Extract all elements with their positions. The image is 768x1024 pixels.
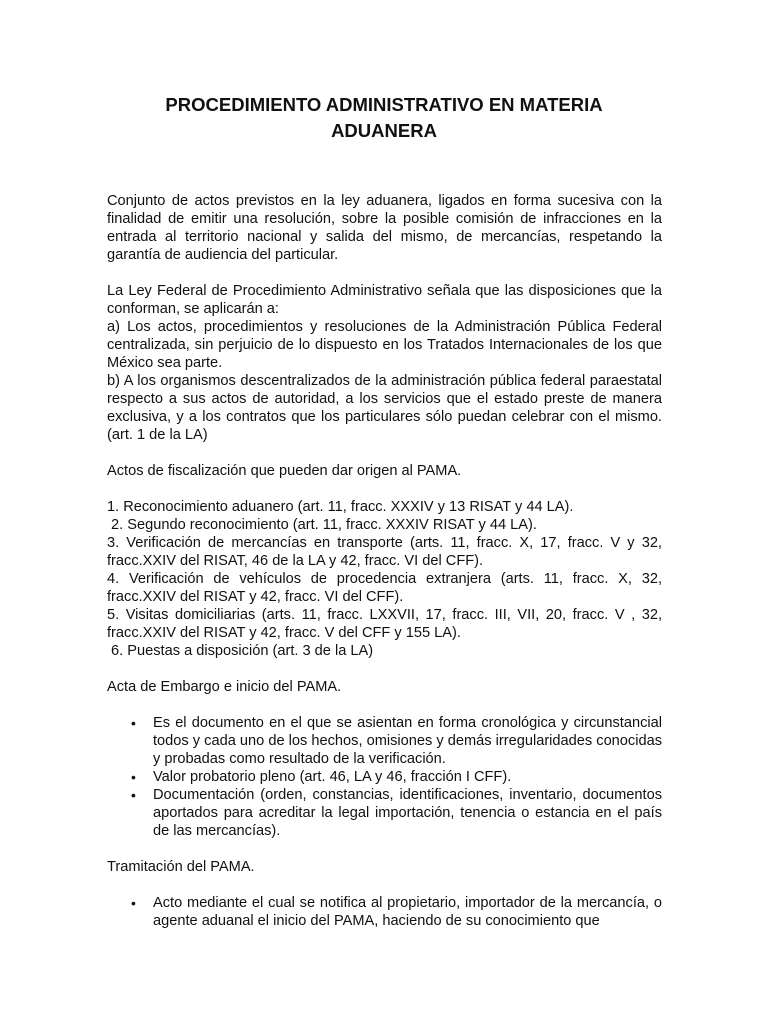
list-item-text: Valor probatorio pleno (art. 46, LA y 46, fracción I CFF).	[153, 769, 512, 785]
list-item-text: Es el documento en el que se asientan en forma cronológica y circunstancial todos y cada uno de los hechos, omisiones y demás irregularidades conocidas y probadas como resultado de la verificación.	[153, 715, 662, 767]
acta-heading: Acta de Embargo e inicio del PAMA.	[107, 679, 342, 695]
title-line-1: PROCEDIMIENTO ADMINISTRATIVO EN MATERIA	[165, 94, 603, 115]
fiscalizacion-heading: Actos de fiscalización que pueden dar origen al PAMA.	[107, 463, 462, 479]
list-item	[131, 894, 662, 930]
tramitacion-heading: Tramitación del PAMA.	[107, 859, 255, 875]
ley-federal-paragraph: La Ley Federal de Procedimiento Administrativo señala que las disposiciones que la conforman, se aplicarán a:	[107, 283, 662, 317]
bullet-icon: •	[131, 715, 136, 731]
list-item-text: Acto mediante el cual se notifica al propietario, importador de la mercancía, o agente aduanal el inicio del PAMA, haciendo de su conocimiento que	[153, 895, 662, 929]
fiscalizacion-item: 5. Visitas domiciliarias (arts. 11, fracc. LXXVII, 17, fracc. III, VII, 20, fracc. V , 32, fracc.XXIV del RISAT y 42, fracc. V del CFF y 155 LA).	[107, 607, 662, 641]
list-item	[131, 714, 662, 768]
fiscalizacion-item: 4. Verificación de vehículos de procedencia extranjera (arts. 11, fracc. X, 32, fracc.XXIV del RISAT y 42, fracc. VI del CFF).	[107, 571, 662, 605]
list-item-text: Documentación (orden, constancias, identificaciones, inventario, documentos aportados para acreditar la legal importación, tenencia o estancia en el país de las mercancías).	[153, 787, 662, 839]
title-line-2: ADUANERA	[331, 120, 437, 141]
document-body	[107, 192, 662, 930]
fiscalizacion-item: 3. Verificación de mercancías en transporte (arts. 11, fracc. X, 17, fracc. V y 32, fracc.XXIV del RISAT, 46 de la LA y 42, fracc. VI del CFF).	[107, 535, 662, 569]
intro-paragraph: Conjunto de actos previstos en la ley aduanera, ligados en forma sucesiva con la finalidad de emitir una resolución, sobre la posible comisión de infracciones en la entrada al territorio nacional y salida del mismo, de mercancías, respetando la garantía de audiencia del particular.	[107, 193, 662, 263]
fiscalizacion-item: 2. Segundo reconocimiento (art. 11, fracc. XXXIV RISAT y 44 LA).	[107, 517, 537, 533]
bullet-icon: •	[131, 769, 136, 785]
tramitacion-bullet-list	[107, 894, 662, 930]
bullet-icon: •	[131, 787, 136, 803]
list-item	[131, 786, 662, 840]
fiscalizacion-item: 1. Reconocimiento aduanero (art. 11, fracc. XXXIV y 13 RISAT y 44 LA).	[107, 499, 574, 515]
fiscalizacion-item: 6. Puestas a disposición (art. 3 de la LA)	[107, 643, 374, 659]
ley-federal-item-a: a) Los actos, procedimientos y resoluciones de la Administración Pública Federal centralizada, sin perjuicio de lo dispuesto en los Tratados Internacionales de los que México sea parte.	[107, 319, 662, 371]
document-title	[100, 92, 668, 144]
ley-federal-item-b: b) A los organismos descentralizados de la administración pública federal paraestatal respecto a sus actos de autoridad, a los servicios que el estado preste de manera exclusiva, y a los contratos que los particulares sólo puedan celebrar con el mismo. (art. 1 de la LA)	[107, 373, 662, 443]
acta-bullet-list	[107, 714, 662, 840]
list-item	[131, 768, 662, 786]
bullet-icon: •	[131, 895, 136, 911]
